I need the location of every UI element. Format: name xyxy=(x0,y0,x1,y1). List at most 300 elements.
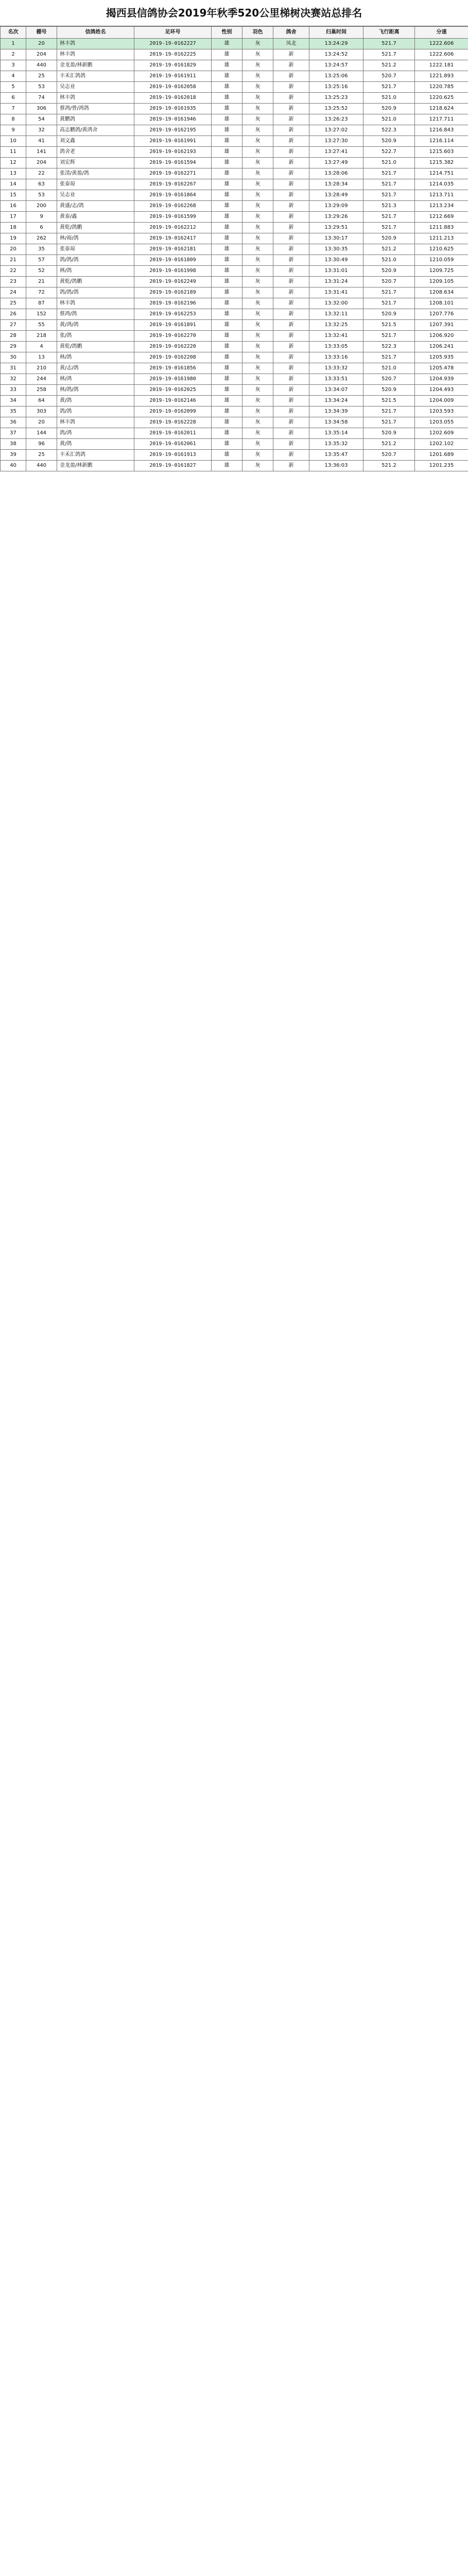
cell-distance: 520.7 xyxy=(363,71,415,82)
table-row xyxy=(1,450,468,461)
cell-ring: 2019-19-0162208 xyxy=(134,352,212,363)
cell-rank: 3 xyxy=(1,60,26,71)
cell-speed: 1211.213 xyxy=(415,233,468,244)
cell-ring: 2019-19-0162253 xyxy=(134,309,212,320)
cell-sex: 雄 xyxy=(212,461,242,471)
cell-speed: 1202.102 xyxy=(415,439,468,450)
cell-distance: 521.0 xyxy=(363,363,415,374)
cell-sex: 雄 xyxy=(212,147,242,158)
cell-color: 灰 xyxy=(242,201,273,212)
cell-loft: 35 xyxy=(26,244,57,255)
cell-speed: 1207.391 xyxy=(415,320,468,331)
cell-owner: 林/鸽 xyxy=(57,352,134,363)
cell-distance: 521.0 xyxy=(363,158,415,168)
cell-rank: 22 xyxy=(1,266,26,277)
table-row xyxy=(1,60,468,71)
cell-loftname: 新 xyxy=(273,287,309,298)
cell-time: 13:30:17 xyxy=(309,233,363,244)
cell-distance: 521.7 xyxy=(363,179,415,190)
cell-time: 13:33:51 xyxy=(309,374,363,385)
cell-ring: 2019-19-0162249 xyxy=(134,277,212,287)
cell-speed: 1209.105 xyxy=(415,277,468,287)
results-sheet xyxy=(0,0,468,471)
cell-distance: 521.3 xyxy=(363,201,415,212)
cell-loftname: 新 xyxy=(273,406,309,417)
header-sex: 性别 xyxy=(212,27,242,39)
table-row xyxy=(1,374,468,385)
cell-sex: 雄 xyxy=(212,39,242,49)
cell-loft: 141 xyxy=(26,147,57,158)
cell-distance: 520.7 xyxy=(363,277,415,287)
cell-ring: 2019-19-0162267 xyxy=(134,179,212,190)
cell-time: 13:28:49 xyxy=(309,190,363,201)
cell-ring: 2019-19-0162193 xyxy=(134,147,212,158)
cell-time: 13:25:16 xyxy=(309,82,363,93)
cell-owner: 林丰鸽 xyxy=(57,417,134,428)
cell-sex: 雄 xyxy=(212,104,242,114)
table-row xyxy=(1,158,468,168)
cell-distance: 521.7 xyxy=(363,406,415,417)
cell-sex: 雄 xyxy=(212,212,242,223)
cell-loft: 200 xyxy=(26,201,57,212)
cell-loft: 152 xyxy=(26,309,57,320)
cell-loftname: 新 xyxy=(273,396,309,406)
cell-loft: 52 xyxy=(26,266,57,277)
cell-owner: 鸽舍老 xyxy=(57,147,134,158)
cell-color: 灰 xyxy=(242,342,273,352)
cell-color: 灰 xyxy=(242,439,273,450)
cell-ring: 2019-19-0162018 xyxy=(134,93,212,104)
cell-ring: 2019-19-0161829 xyxy=(134,60,212,71)
cell-loftname: 新 xyxy=(273,190,309,201)
cell-time: 13:31:01 xyxy=(309,266,363,277)
cell-distance: 521.7 xyxy=(363,82,415,93)
cell-sex: 雄 xyxy=(212,168,242,179)
cell-loft: 440 xyxy=(26,60,57,71)
cell-owner: 吴志业 xyxy=(57,82,134,93)
table-row xyxy=(1,396,468,406)
cell-sex: 雄 xyxy=(212,385,242,396)
cell-loft: 20 xyxy=(26,417,57,428)
table-row xyxy=(1,125,468,136)
cell-ring: 2019-19-0162268 xyxy=(134,201,212,212)
cell-speed: 1214.035 xyxy=(415,179,468,190)
cell-loftname: 新 xyxy=(273,450,309,461)
cell-color: 灰 xyxy=(242,331,273,342)
table-row xyxy=(1,136,468,147)
cell-rank: 23 xyxy=(1,277,26,287)
table-row xyxy=(1,342,468,352)
cell-loftname: 新 xyxy=(273,461,309,471)
cell-owner: 黄/志/鸽 xyxy=(57,363,134,374)
table-row xyxy=(1,233,468,244)
cell-loft: 54 xyxy=(26,114,57,125)
cell-loftname: 新 xyxy=(273,352,309,363)
cell-distance: 522.3 xyxy=(363,342,415,352)
cell-distance: 521.7 xyxy=(363,49,415,60)
cell-loftname: 新 xyxy=(273,114,309,125)
cell-ring: 2019-19-0162181 xyxy=(134,244,212,255)
cell-rank: 25 xyxy=(1,298,26,309)
cell-color: 灰 xyxy=(242,385,273,396)
cell-speed: 1202.609 xyxy=(415,428,468,439)
cell-rank: 10 xyxy=(1,136,26,147)
table-row xyxy=(1,352,468,363)
cell-loft: 204 xyxy=(26,49,57,60)
cell-loft: 32 xyxy=(26,125,57,136)
cell-ring: 2019-19-0161891 xyxy=(134,320,212,331)
table-row xyxy=(1,331,468,342)
cell-rank: 7 xyxy=(1,104,26,114)
cell-sex: 雄 xyxy=(212,320,242,331)
cell-sex: 雄 xyxy=(212,158,242,168)
cell-ring: 2019-19-0162011 xyxy=(134,428,212,439)
cell-rank: 16 xyxy=(1,201,26,212)
cell-ring: 2019-19-0161911 xyxy=(134,71,212,82)
cell-color: 灰 xyxy=(242,39,273,49)
cell-ring: 2019-19-0162271 xyxy=(134,168,212,179)
cell-sex: 雄 xyxy=(212,179,242,190)
table-row xyxy=(1,244,468,255)
cell-time: 13:35:32 xyxy=(309,439,363,450)
cell-color: 灰 xyxy=(242,396,273,406)
cell-sex: 雄 xyxy=(212,417,242,428)
cell-speed: 1204.493 xyxy=(415,385,468,396)
cell-time: 13:27:30 xyxy=(309,136,363,147)
cell-loftname: 新 xyxy=(273,49,309,60)
table-row xyxy=(1,201,468,212)
cell-color: 灰 xyxy=(242,104,273,114)
cell-owner: 林/鸿 xyxy=(57,374,134,385)
cell-loft: 204 xyxy=(26,158,57,168)
cell-time: 13:35:47 xyxy=(309,450,363,461)
cell-loftname: 新 xyxy=(273,266,309,277)
cell-ring: 2019-19-0162025 xyxy=(134,385,212,396)
cell-color: 灰 xyxy=(242,428,273,439)
cell-sex: 雄 xyxy=(212,223,242,233)
ranking-table xyxy=(0,26,468,471)
cell-color: 灰 xyxy=(242,255,273,266)
cell-ring: 2019-19-0162227 xyxy=(134,39,212,49)
cell-speed: 1220.625 xyxy=(415,93,468,104)
cell-speed: 1222.606 xyxy=(415,49,468,60)
table-row xyxy=(1,212,468,223)
cell-loft: 210 xyxy=(26,363,57,374)
cell-loftname: 新 xyxy=(273,136,309,147)
cell-owner: 黄乾/鸽鹏 xyxy=(57,342,134,352)
cell-color: 灰 xyxy=(242,147,273,158)
cell-color: 灰 xyxy=(242,212,273,223)
cell-speed: 1207.776 xyxy=(415,309,468,320)
cell-sex: 雄 xyxy=(212,71,242,82)
header-row xyxy=(1,27,468,39)
cell-rank: 27 xyxy=(1,320,26,331)
cell-loftname: 新 xyxy=(273,201,309,212)
header-speed: 分速 xyxy=(415,27,468,39)
cell-owner: 蔡鸿/鸽 xyxy=(57,309,134,320)
cell-loft: 55 xyxy=(26,320,57,331)
cell-distance: 521.2 xyxy=(363,439,415,450)
cell-rank: 34 xyxy=(1,396,26,406)
cell-owner: 鸽/鸿 xyxy=(57,428,134,439)
cell-time: 13:29:51 xyxy=(309,223,363,233)
cell-speed: 1221.893 xyxy=(415,71,468,82)
table-row xyxy=(1,406,468,417)
cell-time: 13:36:03 xyxy=(309,461,363,471)
cell-time: 13:31:41 xyxy=(309,287,363,298)
cell-color: 灰 xyxy=(242,71,273,82)
cell-speed: 1215.603 xyxy=(415,147,468,158)
cell-ring: 2019-19-0161991 xyxy=(134,136,212,147)
cell-loft: 13 xyxy=(26,352,57,363)
cell-rank: 19 xyxy=(1,233,26,244)
cell-rank: 31 xyxy=(1,363,26,374)
cell-speed: 1203.055 xyxy=(415,417,468,428)
cell-rank: 38 xyxy=(1,439,26,450)
header-rank: 名次 xyxy=(1,27,26,39)
cell-loft: 20 xyxy=(26,39,57,49)
cell-color: 灰 xyxy=(242,125,273,136)
cell-time: 13:27:41 xyxy=(309,147,363,158)
cell-color: 灰 xyxy=(242,309,273,320)
cell-time: 13:34:07 xyxy=(309,385,363,396)
cell-distance: 521.5 xyxy=(363,396,415,406)
cell-distance: 521.7 xyxy=(363,168,415,179)
cell-owner: 丰禾汇鸽鸽 xyxy=(57,450,134,461)
cell-loft: 218 xyxy=(26,331,57,342)
cell-loft: 72 xyxy=(26,287,57,298)
cell-time: 13:28:06 xyxy=(309,168,363,179)
table-row xyxy=(1,428,468,439)
cell-owner: 林丰鸽 xyxy=(57,93,134,104)
cell-loftname: 新 xyxy=(273,158,309,168)
cell-time: 13:34:39 xyxy=(309,406,363,417)
cell-loftname: 新 xyxy=(273,439,309,450)
cell-distance: 521.7 xyxy=(363,287,415,298)
cell-ring: 2019-19-0161599 xyxy=(134,212,212,223)
cell-color: 灰 xyxy=(242,179,273,190)
cell-color: 灰 xyxy=(242,352,273,363)
table-row xyxy=(1,417,468,428)
cell-loftname: 新 xyxy=(273,374,309,385)
cell-ring: 2019-19-0162228 xyxy=(134,417,212,428)
cell-rank: 14 xyxy=(1,179,26,190)
cell-time: 13:31:24 xyxy=(309,277,363,287)
cell-owner: 张泰琼 xyxy=(57,244,134,255)
cell-color: 灰 xyxy=(242,244,273,255)
cell-loft: 144 xyxy=(26,428,57,439)
cell-loftname: 新 xyxy=(273,93,309,104)
cell-distance: 520.9 xyxy=(363,385,415,396)
cell-speed: 1217.711 xyxy=(415,114,468,125)
cell-owner: 林丰鸽 xyxy=(57,298,134,309)
cell-time: 13:27:02 xyxy=(309,125,363,136)
cell-color: 灰 xyxy=(242,223,273,233)
cell-time: 13:30:35 xyxy=(309,244,363,255)
cell-sex: 雄 xyxy=(212,190,242,201)
cell-sex: 雄 xyxy=(212,244,242,255)
cell-color: 灰 xyxy=(242,298,273,309)
cell-rank: 17 xyxy=(1,212,26,223)
cell-time: 13:27:49 xyxy=(309,158,363,168)
cell-sex: 雄 xyxy=(212,352,242,363)
cell-time: 13:32:00 xyxy=(309,298,363,309)
cell-loftname: 新 xyxy=(273,60,309,71)
cell-distance: 521.7 xyxy=(363,190,415,201)
cell-speed: 1209.725 xyxy=(415,266,468,277)
cell-distance: 522.7 xyxy=(363,147,415,158)
cell-sex: 雄 xyxy=(212,266,242,277)
cell-owner: 蔡鸿/曾/鸿鸽 xyxy=(57,104,134,114)
cell-ring: 2019-19-0161809 xyxy=(134,255,212,266)
cell-owner: 林丰鸽 xyxy=(57,49,134,60)
cell-loftname: 新 xyxy=(273,363,309,374)
cell-speed: 1211.883 xyxy=(415,223,468,233)
cell-owner: 金龙盈/林新鹏 xyxy=(57,60,134,71)
table-row xyxy=(1,82,468,93)
cell-distance: 521.7 xyxy=(363,39,415,49)
cell-owner: 高志鹏鸽/黄鸿舍 xyxy=(57,125,134,136)
cell-sex: 雄 xyxy=(212,363,242,374)
cell-owner: 鸽/鸽/鸽 xyxy=(57,287,134,298)
cell-distance: 520.9 xyxy=(363,233,415,244)
cell-ring: 2019-19-0161935 xyxy=(134,104,212,114)
cell-distance: 520.9 xyxy=(363,428,415,439)
cell-time: 13:34:58 xyxy=(309,417,363,428)
page-title: 揭西县信鸽协会2019年秋季520公里梯树决赛站总排名 xyxy=(0,0,468,26)
cell-owner: 鸽/鸽 xyxy=(57,406,134,417)
cell-loft: 4 xyxy=(26,342,57,352)
cell-speed: 1205.478 xyxy=(415,363,468,374)
cell-loftname: 新 xyxy=(273,428,309,439)
cell-ring: 2019-19-0161913 xyxy=(134,450,212,461)
cell-owner: 丰禾汇鸽鸽 xyxy=(57,71,134,82)
cell-loftname: 新 xyxy=(273,71,309,82)
cell-speed: 1203.593 xyxy=(415,406,468,417)
table-row xyxy=(1,439,468,450)
table-row xyxy=(1,223,468,233)
cell-time: 13:30:49 xyxy=(309,255,363,266)
cell-sex: 雄 xyxy=(212,374,242,385)
cell-owner: 黄盛/志/鸽 xyxy=(57,201,134,212)
cell-time: 13:24:52 xyxy=(309,49,363,60)
table-row xyxy=(1,363,468,374)
cell-rank: 37 xyxy=(1,428,26,439)
cell-rank: 33 xyxy=(1,385,26,396)
cell-owner: 林丰鸽 xyxy=(57,39,134,49)
cell-loft: 9 xyxy=(26,212,57,223)
cell-loftname: 新 xyxy=(273,255,309,266)
cell-sex: 雄 xyxy=(212,60,242,71)
cell-distance: 521.7 xyxy=(363,331,415,342)
cell-sex: 雄 xyxy=(212,450,242,461)
cell-loft: 6 xyxy=(26,223,57,233)
cell-speed: 1216.843 xyxy=(415,125,468,136)
cell-color: 灰 xyxy=(242,114,273,125)
cell-time: 13:29:26 xyxy=(309,212,363,223)
cell-sex: 雄 xyxy=(212,309,242,320)
cell-color: 灰 xyxy=(242,266,273,277)
table-row xyxy=(1,266,468,277)
cell-ring: 2019-19-0162195 xyxy=(134,125,212,136)
cell-rank: 8 xyxy=(1,114,26,125)
cell-owner: 黄乾/鸽鹏 xyxy=(57,223,134,233)
cell-sex: 雄 xyxy=(212,277,242,287)
header-owner: 信鸽姓名 xyxy=(57,27,134,39)
table-row xyxy=(1,298,468,309)
cell-color: 灰 xyxy=(242,49,273,60)
cell-owner: 张/鸽 xyxy=(57,331,134,342)
cell-owner: 黄/鸽 xyxy=(57,439,134,450)
cell-ring: 2019-19-0162212 xyxy=(134,223,212,233)
cell-speed: 1201.235 xyxy=(415,461,468,471)
cell-speed: 1216.114 xyxy=(415,136,468,147)
cell-loftname: 新 xyxy=(273,82,309,93)
cell-owner: 黄/鸽 xyxy=(57,396,134,406)
cell-loft: 440 xyxy=(26,461,57,471)
cell-sex: 雄 xyxy=(212,439,242,450)
cell-rank: 35 xyxy=(1,406,26,417)
cell-speed: 1210.625 xyxy=(415,244,468,255)
cell-distance: 521.2 xyxy=(363,244,415,255)
cell-color: 灰 xyxy=(242,406,273,417)
cell-distance: 520.9 xyxy=(363,136,415,147)
cell-time: 13:33:32 xyxy=(309,363,363,374)
cell-speed: 1206.920 xyxy=(415,331,468,342)
cell-loftname: 新 xyxy=(273,417,309,428)
cell-ring: 2019-19-0161864 xyxy=(134,190,212,201)
cell-rank: 2 xyxy=(1,49,26,60)
cell-owner: 黄泰/鑫 xyxy=(57,212,134,223)
cell-time: 13:25:06 xyxy=(309,71,363,82)
cell-loftname: 新 xyxy=(273,223,309,233)
cell-loftname: 新 xyxy=(273,212,309,223)
cell-rank: 1 xyxy=(1,39,26,49)
cell-color: 灰 xyxy=(242,60,273,71)
cell-time: 13:26:23 xyxy=(309,114,363,125)
cell-owner: 张泰琼 xyxy=(57,179,134,190)
cell-time: 13:35:14 xyxy=(309,428,363,439)
table-row xyxy=(1,277,468,287)
cell-loftname: 新 xyxy=(273,125,309,136)
cell-loft: 22 xyxy=(26,168,57,179)
cell-sex: 雄 xyxy=(212,342,242,352)
cell-rank: 36 xyxy=(1,417,26,428)
header-distance: 飞行距离 xyxy=(363,27,415,39)
cell-distance: 521.7 xyxy=(363,298,415,309)
cell-loft: 262 xyxy=(26,233,57,244)
cell-time: 13:32:11 xyxy=(309,309,363,320)
cell-loft: 25 xyxy=(26,71,57,82)
cell-distance: 522.3 xyxy=(363,125,415,136)
cell-loft: 96 xyxy=(26,439,57,450)
cell-sex: 雄 xyxy=(212,287,242,298)
cell-distance: 521.0 xyxy=(363,93,415,104)
cell-rank: 39 xyxy=(1,450,26,461)
cell-sex: 雄 xyxy=(212,125,242,136)
cell-time: 13:24:57 xyxy=(309,60,363,71)
cell-owner: 刘文鑫 xyxy=(57,136,134,147)
cell-color: 灰 xyxy=(242,136,273,147)
cell-sex: 雄 xyxy=(212,136,242,147)
cell-loft: 303 xyxy=(26,406,57,417)
cell-time: 13:33:16 xyxy=(309,352,363,363)
cell-ring: 2019-19-0162099 xyxy=(134,406,212,417)
cell-loft: 258 xyxy=(26,385,57,396)
cell-color: 灰 xyxy=(242,168,273,179)
cell-distance: 520.9 xyxy=(363,104,415,114)
cell-rank: 28 xyxy=(1,331,26,342)
